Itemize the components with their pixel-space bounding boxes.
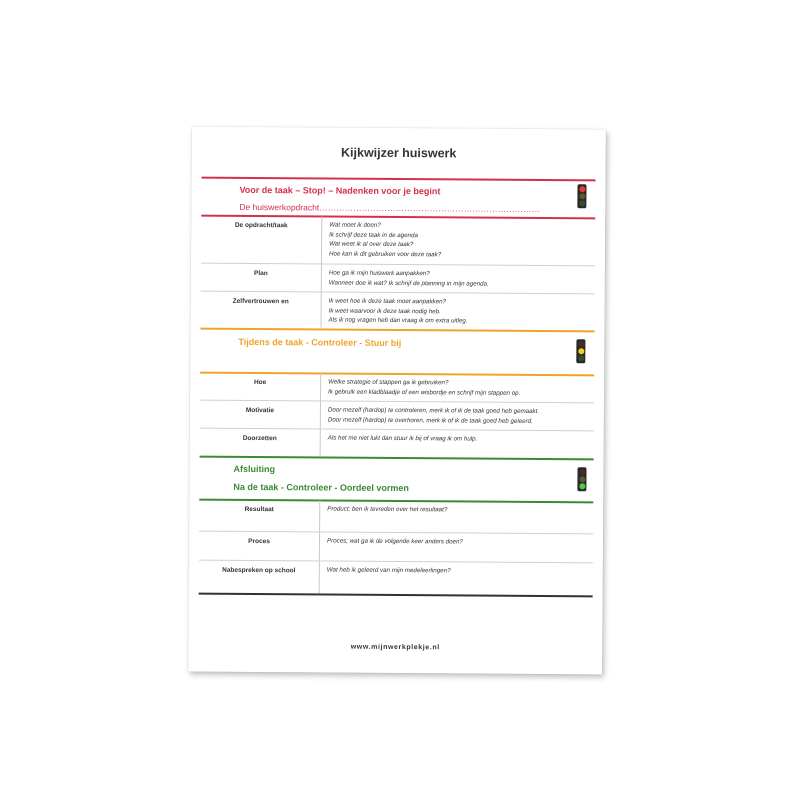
row-description: Product; ben ik tevreden over het resultaat? xyxy=(327,505,448,514)
row-description: Als het me niet lukt dan stuur ik bij of vraag ik om hulp. xyxy=(327,434,478,443)
traffic-light-orange-icon xyxy=(576,339,585,363)
section1-subheading: De huiswerkopdracht…………………………………………………………………… xyxy=(239,201,541,214)
row-description: Door mezelf (hardop) te controleren, merk ik of ik de taak goed heb gemaakt. Door mezelf (hardop) te overhoren, merk ik of ik de taak goed heb geleerd. xyxy=(327,406,540,425)
section3-subheading: Na de taak - Controleer - Oordeel vormen xyxy=(233,481,409,494)
table-row xyxy=(200,401,594,432)
row-description: Hoe ga ik mijn huiswerk aanpakken? Wanneer doe ik wat? Ik schrijf de planning in mijn agenda. xyxy=(328,269,489,288)
page-title: Kijkwijzer huiswerk xyxy=(341,145,457,161)
row-label: Zelfvertrouwen en xyxy=(232,297,289,306)
row-label: Plan xyxy=(253,269,268,278)
row-label: Resultaat xyxy=(244,505,274,514)
row-label: Doorzetten xyxy=(242,434,277,443)
traffic-light-red-icon xyxy=(577,184,586,208)
row-label: Motivatie xyxy=(245,406,275,415)
row-description: Proces; wat ga ik de volgende keer anders doen? xyxy=(326,537,463,546)
table-row xyxy=(200,429,594,458)
row-label: Hoe xyxy=(253,379,267,387)
row-label: De opdracht/taak xyxy=(234,221,288,230)
row-label: Proces xyxy=(248,537,270,546)
table-row xyxy=(199,532,593,564)
section1-heading: Voor de taak – Stop! – Nadenken voor je begint xyxy=(239,184,441,197)
footer-url: www.mijnwerkplekje.nl xyxy=(350,643,440,652)
row-label: Nabespreken op school xyxy=(222,566,296,575)
table-row xyxy=(199,561,593,596)
worksheet-page xyxy=(188,127,606,675)
section2-heading: Tijdens de taak - Controleer - Stuur bij xyxy=(238,336,402,349)
row-description: Ik weet hoe ik deze taak moet aanpakken? Ik weet waarvoor ik deze taak nodig heb. Als ik nog vragen heb dan vraag ik om extra uitleg. xyxy=(328,297,468,325)
table-row xyxy=(201,216,595,267)
table-row xyxy=(200,373,594,404)
table-row xyxy=(201,264,595,295)
table-row xyxy=(199,500,593,535)
section3-heading: Afsluiting xyxy=(233,463,276,475)
section1-top-line xyxy=(202,177,596,181)
traffic-light-green-icon xyxy=(577,467,586,491)
row-description: Welke strategie of stappen ga ik gebruiken? Ik gebruik een kladblaadje of een wisbordje en schrijf mijn stappen op. xyxy=(328,378,521,397)
row-description: Wat moet ik doen? Ik schrijf deze taak in de agenda Wat weet ik al over deze taak? Hoe kan ik dit gebruiken voor deze taak? xyxy=(329,221,442,258)
table-row xyxy=(201,292,595,330)
row-description: Wat heb ik geleerd van mijn medeleerlingen? xyxy=(326,566,451,575)
